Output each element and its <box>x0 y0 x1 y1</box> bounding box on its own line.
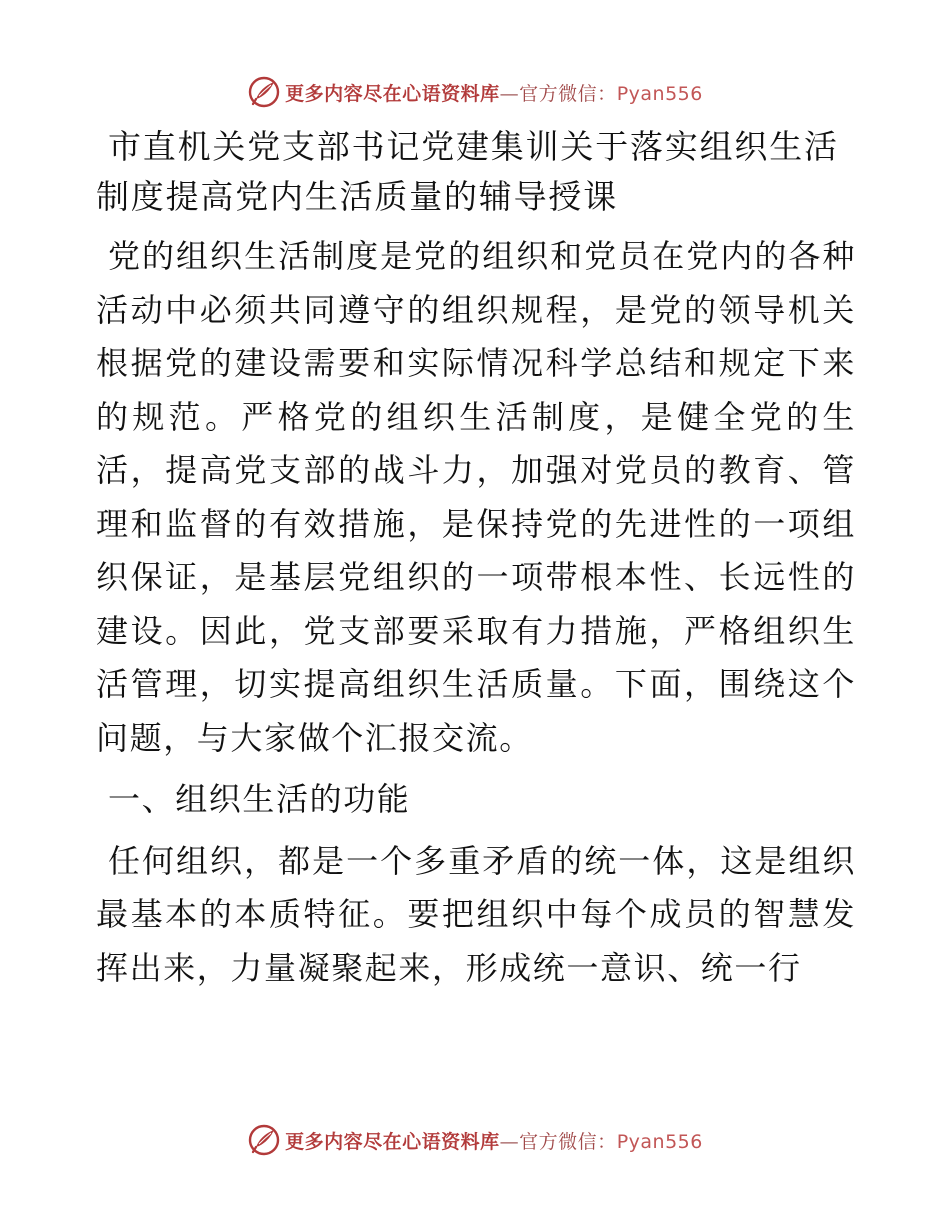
banner-main-text: 更多内容尽在心语资料库 <box>285 1130 500 1153</box>
banner-text <box>285 79 703 106</box>
banner-wechat-label: 官方微信： <box>519 1130 617 1153</box>
footer-banner <box>0 1120 950 1160</box>
document-title: 市直机关党支部书记党建集训关于落实组织生活制度提高党内生活质量的辅导授课 <box>96 127 839 216</box>
section-heading: 一、组织生活的功能 <box>108 780 411 818</box>
banner-wechat-label: 官方微信： <box>519 82 617 105</box>
document-body <box>96 122 856 995</box>
banner-main-text: 更多内容尽在心语资料库 <box>285 82 500 105</box>
banner-text <box>285 1127 703 1154</box>
banner-wechat-id: Pyan556 <box>616 82 703 105</box>
banner-separator: — <box>499 82 520 105</box>
header-banner <box>0 72 950 112</box>
banner-separator: — <box>499 1130 520 1153</box>
quill-pen-icon <box>247 1123 281 1157</box>
quill-pen-icon <box>247 75 281 109</box>
paragraph-function: 任何组织，都是一个多重矛盾的统一体，这是组织最基本的本质特征。要把组织中每个成员的智慧发挥出来，力量凝聚起来，形成统一意识、统一行 <box>96 841 856 987</box>
banner-wechat-id: Pyan556 <box>616 1130 703 1153</box>
paragraph-intro: 党的组织生活制度是党的组织和党员在党内的各种活动中必须共同遵守的组织规程，是党的领导机关根据党的建设需要和实际情况科学总结和规定下来的规范。严格党的组织生活制度，是健全党的生活，提高党支部的战斗力，加强对党员的教育、管理和监督的有效措施，是保持党的先进性的一项组织保证，是基层党组织的一项带根本性、长远性的建设。因此，党支部要采取有力措施，严格组织生活管理，切实提高组织生活质量。下面，围绕这个问题，与大家做个汇报交流。 <box>96 237 856 757</box>
